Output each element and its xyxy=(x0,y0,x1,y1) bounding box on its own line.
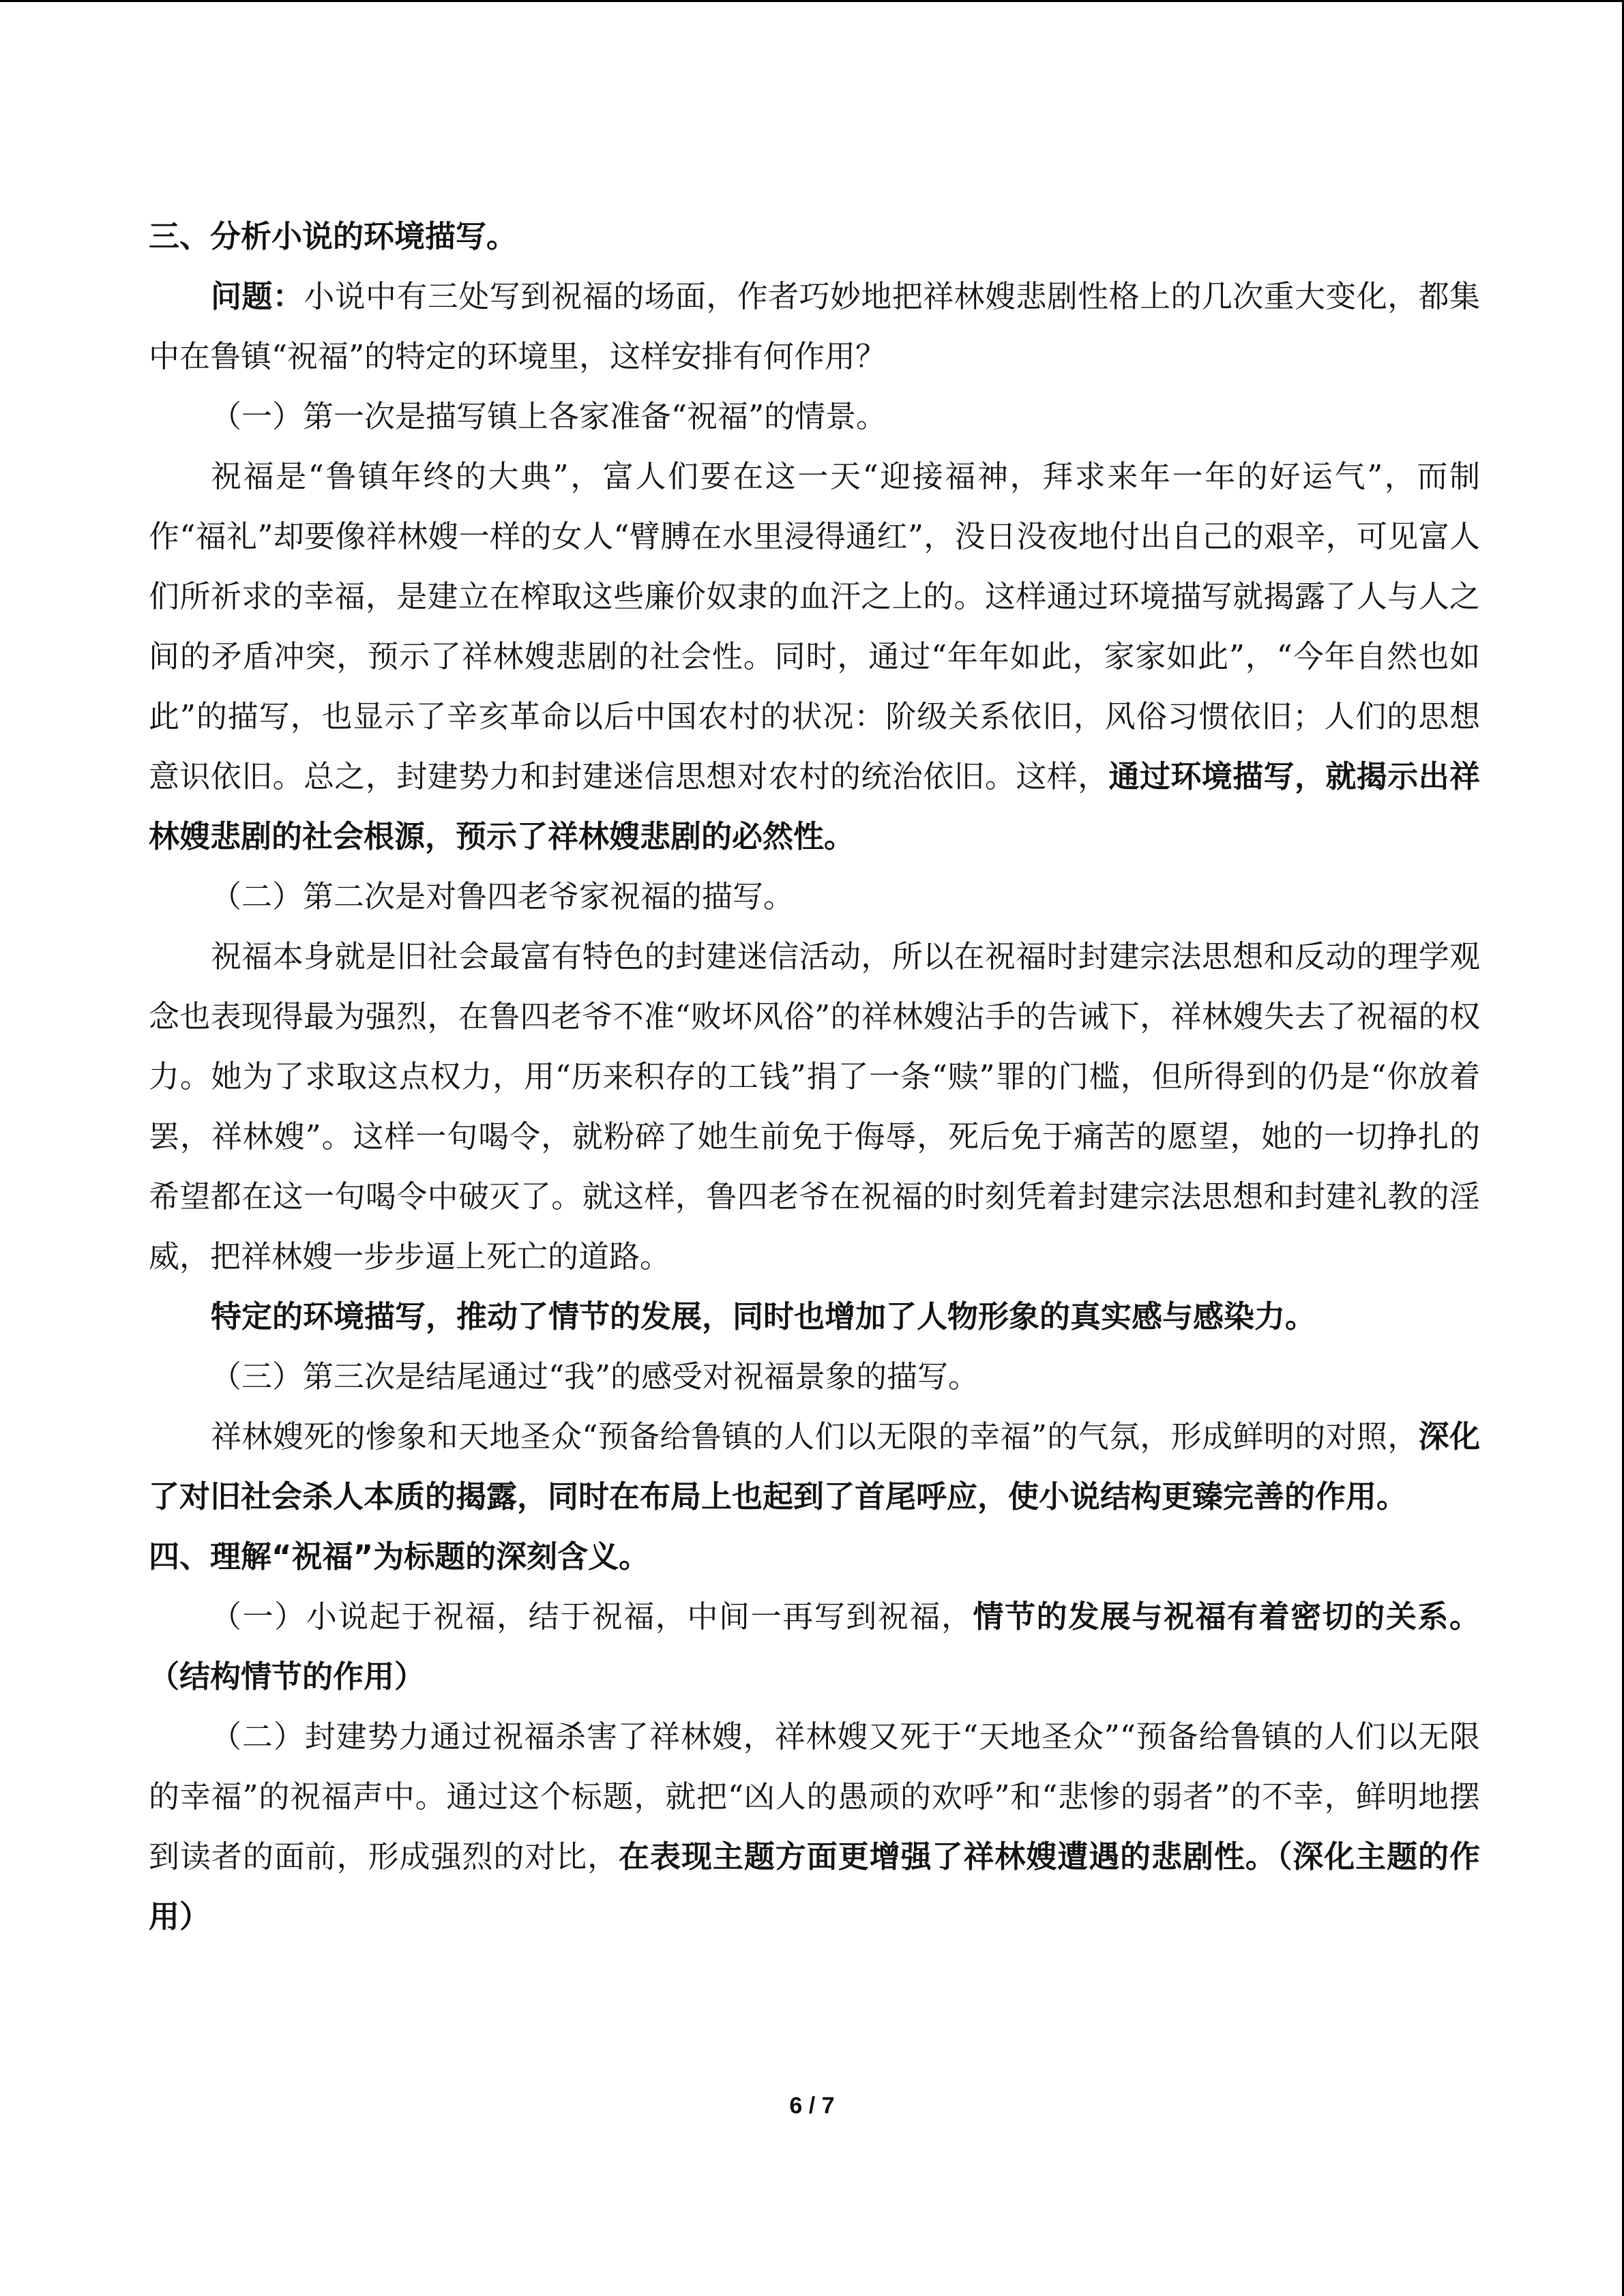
part-1-conclusion: 通过环境描写，就揭示出祥林嫂悲剧的社会根源，预示了祥林嫂悲剧的必然性。 xyxy=(149,758,1480,854)
question-label: 问题： xyxy=(211,278,304,314)
part-3-paragraph xyxy=(149,1407,1480,1527)
part-1-title: （一）第一次是描写镇上各家准备“祝福”的情景。 xyxy=(211,398,887,434)
item-2-conclusion: 在表现主题方面更增强了祥林嫂遭遇的悲剧性。（深化主题的作用） xyxy=(149,1838,1480,1935)
part-3-text: 祥林嫂死的惨象和天地圣众“预备给鲁镇的人们以无限的幸福”的气氛，形成鲜明的对照， xyxy=(211,1418,1419,1455)
part-1-text: 祝福是“鲁镇年终的大典”，富人们要在这一天“迎接福神，拜求来年一年的好运气”，而制作“福礼”却要像祥林嫂一样的女人“臂膊在水里浸得通红”，没日没夜地付出自己的艰辛，可见富人们所祈求的幸福，是建立在榨取这些廉价奴隶的血汗之上的。这样通过环境描写就揭露了人与人之间的矛盾冲突，预示了祥林嫂悲剧的社会性。同时，通过“年年如此，家家如此”，“今年自然也如此”的描写，也显示了辛亥革命以后中国农村的状况：阶级关系依旧，风俗习惯依旧；人们的思想意识依旧。总之，封建势力和封建迷信思想对农村的统治依旧。这样， xyxy=(149,458,1480,794)
part-3-title: （三）第三次是结尾通过“我”的感受对祝福景象的描写。 xyxy=(211,1358,979,1395)
item-1-conclusion: 情节的发展与祝福有着密切的关系。（结构情节的作用） xyxy=(149,1598,1480,1695)
section-4-item-2 xyxy=(149,1707,1480,1947)
item-1-text: （一）小说起于祝福，结于祝福，中间一再写到祝福， xyxy=(211,1598,973,1635)
section-3-heading: 三、分析小说的环境描写。 xyxy=(149,218,518,254)
section-4-heading: 四、理解“祝福”为标题的深刻含义。 xyxy=(149,1538,650,1575)
page-content xyxy=(149,207,1480,1947)
part-2-title: （二）第二次是对鲁四老爷家祝福的描写。 xyxy=(211,878,795,914)
part-1-paragraph xyxy=(149,447,1480,867)
item-2-text: （二）封建势力通过祝福杀害了祥林嫂，祥林嫂又死于“天地圣众”“预备给鲁镇的人们以无限的幸福”的祝福声中。通过这个标题，就把“凶人的愚顽的欢呼”和“悲惨的弱者”的不幸，鲜明地摆到读者的面前，形成强烈的对比， xyxy=(149,1718,1480,1875)
part-2-summary: 特定的环境描写，推动了情节的发展，同时也增加了人物形象的真实感与感染力。 xyxy=(211,1298,1316,1335)
part-3-conclusion: 深化了对旧社会杀人本质的揭露，同时在布局上也起到了首尾呼应，使小说结构更臻完善的作用。 xyxy=(149,1418,1480,1515)
question-text: 小说中有三处写到祝福的场面，作者巧妙地把祥林嫂悲剧性格上的几次重大变化，都集中在鲁镇“祝福”的特定的环境里，这样安排有何作用？ xyxy=(149,278,1480,374)
page-number: 6 / 7 xyxy=(789,2093,835,2119)
part-2-paragraph: 祝福本身就是旧社会最富有特色的封建迷信活动，所以在祝福时封建宗法思想和反动的理学观念也表现得最为强烈，在鲁四老爷不准“败坏风俗”的祥林嫂沾手的告诫下，祥林嫂失去了祝福的权力。她为了求取这点权力，用“历来积存的工钱”捐了一条“赎”罪的门槛，但所得到的仍是“你放着罢，祥林嫂”。这样一句喝令，就粉碎了她生前免于侮辱，死后免于痛苦的愿望，她的一切挣扎的希望都在这一句喝令中破灭了。就这样，鲁四老爷在祝福的时刻凭着封建宗法思想和封建礼教的淫威，把祥林嫂一步步逼上死亡的道路。 xyxy=(149,938,1480,1274)
section-3-question xyxy=(149,267,1480,387)
section-4-item-1 xyxy=(149,1587,1480,1707)
